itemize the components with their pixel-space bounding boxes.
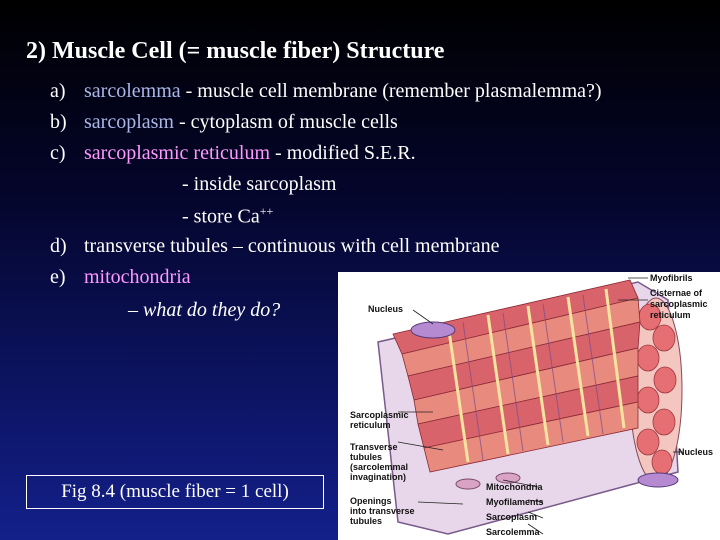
item-text: - muscle cell membrane (remember plasmalemma?) (180, 80, 602, 102)
label-tt-4: invagination) (350, 472, 406, 482)
label-tt-3: (sarcolemmal (350, 462, 409, 472)
label-myofilaments: Myofilaments (486, 497, 544, 507)
term-sarcoplasmic-reticulum: sarcoplasmic reticulum (84, 142, 271, 164)
list-item-a (50, 80, 602, 103)
label-tt-2: tubules (350, 452, 383, 462)
item-label: c) (50, 142, 66, 164)
label-sr-1: Sarcoplasmic (350, 410, 409, 420)
item-label: d) (50, 235, 67, 257)
sub-line-question: – what do they do? (128, 299, 281, 321)
sub-line-inside: - inside sarcoplasm (182, 173, 337, 195)
item-text: - modified S.E.R. (270, 142, 416, 164)
muscle-fiber-diagram (338, 272, 720, 540)
label-mitochondria: Mitochondria (486, 482, 543, 492)
label-tt-1: Transverse (350, 442, 398, 452)
label-cisternae-3: reticulum (650, 310, 691, 320)
item-label: e) (50, 266, 66, 288)
label-sarcoplasm: Sarcoplasm (486, 512, 538, 522)
item-text: - cytoplasm of muscle cells (173, 111, 398, 133)
list-item-e (50, 266, 191, 289)
list-item-b (50, 111, 398, 134)
slide-title: 2) Muscle Cell (= muscle fiber) Structure (26, 38, 445, 64)
label-nucleus-right: Nucleus (678, 447, 714, 457)
sub-line-store (182, 204, 273, 229)
list-item-d (50, 235, 499, 258)
label-sr-2: reticulum (350, 420, 391, 430)
label-openings-3: tubules (350, 516, 383, 526)
mitochondrion-shape (456, 479, 480, 489)
term-mitochondria: mitochondria (84, 266, 191, 288)
label-openings-2: into transverse (350, 506, 415, 516)
item-label: b) (50, 111, 67, 133)
label-cisternae-2: sarcoplasmic (650, 299, 708, 309)
label-nucleus-top: Nucleus (368, 304, 404, 314)
term-sarcoplasm: sarcoplasm (84, 111, 174, 133)
store-superscript: ++ (259, 204, 274, 218)
store-text: - store Ca (182, 205, 260, 228)
label-cisternae-1: Cisternae of (650, 288, 703, 298)
label-sarcolemma: Sarcolemma (486, 527, 540, 537)
label-openings-1: Openings (350, 496, 392, 506)
item-text: transverse tubules – continuous with cell membrane (84, 235, 500, 257)
item-label: a) (50, 80, 66, 102)
figure-caption: Fig 8.4 (muscle fiber = 1 cell) (26, 475, 324, 509)
muscle-fiber-illustration (338, 272, 720, 540)
term-sarcolemma: sarcolemma (84, 80, 181, 102)
nucleus-top-shape (411, 322, 455, 338)
label-myofibrils: Myofibrils (650, 273, 693, 283)
nucleus-right-shape (638, 473, 678, 487)
list-item-c (50, 142, 416, 165)
